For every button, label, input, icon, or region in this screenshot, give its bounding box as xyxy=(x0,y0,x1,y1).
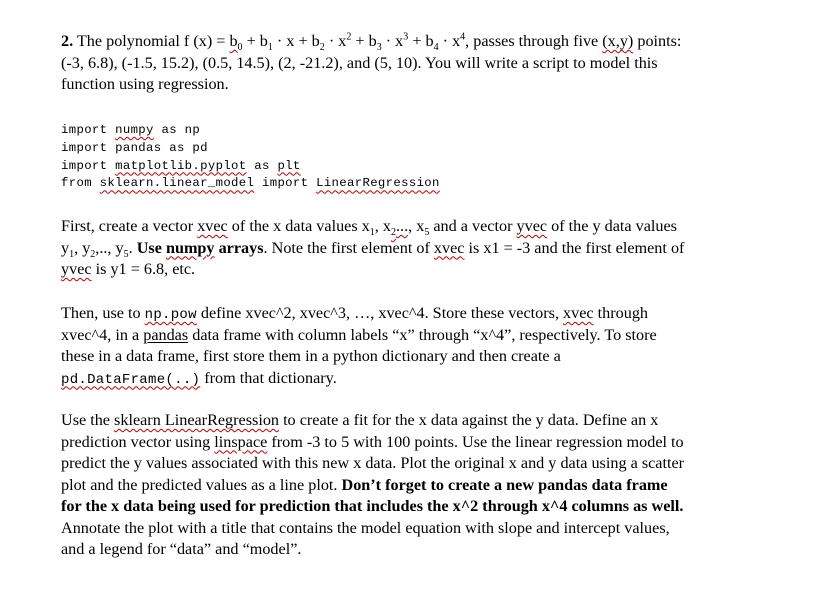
question-line-1 xyxy=(61,31,781,53)
subscript: 4 xyxy=(433,42,439,54)
text: define xvec^2, xvec^3, …, xvec^4. Store these vectors, xyxy=(196,304,564,322)
text: · x xyxy=(381,32,404,50)
text: is y1 = 6.8, etc. xyxy=(91,260,196,278)
spellcheck-word: pandas xyxy=(143,325,189,344)
text: b xyxy=(229,32,238,50)
subscript: 2 xyxy=(390,227,396,239)
text: . xyxy=(128,238,137,257)
text: import xyxy=(61,123,116,137)
text: Use the xyxy=(61,411,115,429)
subscript: 5 xyxy=(424,227,430,239)
question-intro xyxy=(61,31,781,96)
bold-instruction: Don’t forget to create a new pandas data frame xyxy=(341,475,668,494)
code-line-1 xyxy=(61,122,440,140)
spellcheck-word: linspace xyxy=(214,432,268,451)
text: through xyxy=(593,304,649,322)
spellcheck-word: LinearRegression xyxy=(316,176,440,191)
spellcheck-word: plt xyxy=(277,158,301,173)
bold-instruction xyxy=(137,239,264,257)
text: prediction vector using xyxy=(61,432,215,451)
text: The polynomial f (x) = xyxy=(76,32,230,50)
text: , x xyxy=(408,217,425,235)
subscript: 2 xyxy=(319,42,325,54)
spellcheck-word: ... xyxy=(395,217,409,235)
text: plot and the predicted values as a line plot. xyxy=(61,475,342,494)
spellcheck-word: yvec xyxy=(61,260,92,278)
superscript: 4 xyxy=(460,31,466,43)
question-number: 2. xyxy=(61,32,74,50)
question-line-2: (-3, 6.8), (-1.5, 15.2), (0.5, 14.5), (2, -21.2), and (5, 10). You will write a script to model this xyxy=(61,53,658,72)
paragraph-vectors xyxy=(61,216,781,281)
p3-line-6: Annotate the plot with a title that contains the model equation with slope and intercept values, xyxy=(61,518,670,537)
p3-line-3: predict the y values associated with this new x data. Plot the original x and y data using a scatter xyxy=(61,454,685,472)
text: is x1 = -3 and the first element of xyxy=(464,238,685,257)
text: import xyxy=(254,176,317,191)
p2-line-1 xyxy=(61,303,781,325)
text: from that dictionary. xyxy=(200,368,337,387)
text: y xyxy=(61,238,70,257)
text: to create a fit for the x data against the y data. Define an x xyxy=(279,411,659,429)
text: arrays xyxy=(214,238,264,257)
spellcheck-word: xvec xyxy=(433,238,465,257)
spellcheck-word: sklearn LinearRegression xyxy=(114,411,280,429)
p2-line-2 xyxy=(61,325,781,347)
text: xvec^4, in a xyxy=(61,325,144,344)
text: as xyxy=(246,158,278,173)
spellcheck-word: numpy xyxy=(165,238,215,257)
text: First, create a vector xyxy=(61,217,198,235)
p3-line-4 xyxy=(61,475,781,497)
spellcheck-word: numpy xyxy=(115,123,154,137)
subscript: 5 xyxy=(123,248,129,260)
text: Use xyxy=(136,238,166,257)
p3-line-7: and a legend for “data” and “model”. xyxy=(61,540,302,558)
p2-line-4 xyxy=(61,368,781,390)
p1-line-1 xyxy=(61,216,781,238)
b0-term xyxy=(229,32,243,54)
text: , passes through five xyxy=(465,32,603,50)
text: + b xyxy=(351,32,377,50)
text: of the y data values xyxy=(547,217,677,235)
text: import xyxy=(61,158,116,173)
question-line-3: function using regression. xyxy=(61,75,229,93)
code-line-4 xyxy=(61,175,440,193)
spellcheck-word: xvec xyxy=(197,217,228,235)
text: · x xyxy=(324,32,347,50)
inline-code: np.pow xyxy=(144,307,197,323)
subscript: 1 xyxy=(69,248,75,260)
subscript: 1 xyxy=(267,42,273,54)
text: ,.., y xyxy=(95,238,124,257)
p1-line-2 xyxy=(61,238,781,260)
text: + b xyxy=(408,32,434,50)
text: , x xyxy=(374,217,391,235)
p3-line-1 xyxy=(61,410,781,432)
import-code-block xyxy=(61,122,440,193)
bold-instruction: for the x data being used for prediction that includes the x^2 through x^4 columns as well. xyxy=(61,497,684,515)
text: and a vector xyxy=(429,217,517,235)
spellcheck-word: yvec xyxy=(516,217,548,235)
superscript: 2 xyxy=(346,31,352,43)
p3-line-2 xyxy=(61,432,781,454)
subscript: 2 xyxy=(90,248,96,260)
spellcheck-word: sklearn.linear_model xyxy=(99,176,255,191)
text: · x xyxy=(438,32,461,50)
xy-term: (x,y) xyxy=(602,32,634,50)
text: Then, use to xyxy=(61,304,145,322)
text: points: xyxy=(633,32,682,50)
subscript: 3 xyxy=(376,42,382,54)
paragraph-dataframe xyxy=(61,303,781,389)
subscript: 1 xyxy=(369,227,375,239)
text: data frame with column labels “x” through “x^4”, respectively. To store xyxy=(188,325,657,344)
superscript: 3 xyxy=(403,31,409,43)
subscript: 0 xyxy=(237,42,243,54)
text: , y xyxy=(74,238,91,257)
code-line-3 xyxy=(61,158,440,176)
p2-line-3: these in a data frame, first store them in a python dictionary and then create a xyxy=(61,347,561,365)
text: from xyxy=(61,176,100,191)
spellcheck-word: xvec xyxy=(563,304,594,322)
text: + b xyxy=(242,32,268,50)
code-line-2: import pandas as pd xyxy=(61,140,208,155)
text: as np xyxy=(153,123,201,137)
inline-code: pd.DataFrame(..) xyxy=(61,371,201,388)
spellcheck-word: matplotlib.pyplot xyxy=(115,158,247,173)
text: of the x data values x xyxy=(227,217,370,235)
text: . Note the first element of xyxy=(263,238,434,257)
p3-line-5 xyxy=(61,496,781,518)
p1-line-3 xyxy=(61,259,781,281)
text: from -3 to 5 with 100 points. Use the linear regression model to xyxy=(267,432,684,451)
paragraph-regression xyxy=(61,410,781,561)
text: · x + b xyxy=(272,32,320,50)
